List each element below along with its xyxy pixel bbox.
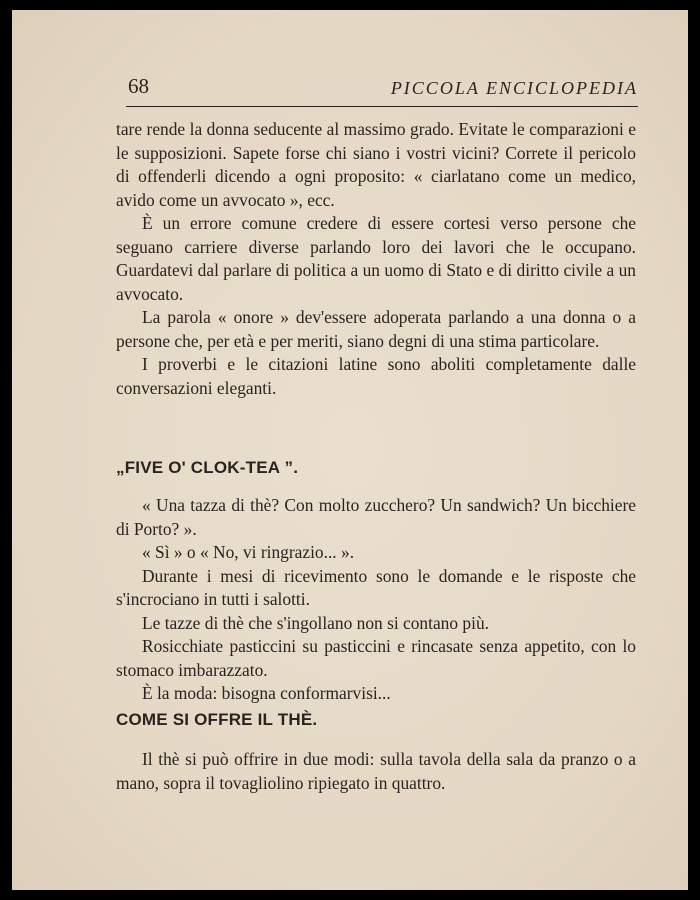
paragraph: « Una tazza di thè? Con molto zucchero? Un sandwich? Un bicchiere di Porto? ». bbox=[116, 495, 636, 539]
book-page bbox=[12, 10, 688, 890]
text-block-five-o-clock-tea bbox=[116, 494, 636, 706]
page-header bbox=[126, 72, 638, 107]
section-heading-five-o-clock-tea: „FIVE O' CLOK-TEA ”. bbox=[116, 458, 299, 477]
paragraph: È la moda: bisogna conformarvisi... bbox=[142, 683, 391, 703]
paragraph: Il thè si può offrire in due modi: sulla tavola della sala da pranzo o a mano, sopra il tovagliolino ripiegato in quattro. bbox=[116, 749, 636, 793]
paragraph: Le tazze di thè che s'ingollano non si contano più. bbox=[142, 612, 489, 633]
text-block-etiquette bbox=[116, 118, 636, 400]
paragraph: tare rende la donna seducente al massimo grado. Evitate le comparazioni e le supposizioni. Sapete forse chi siano i vostri vicini? Correte il pericolo di offenderli dicendo a ogni proposito: « ciarlatano come un medico, avido come un avvocato », ecc. bbox=[116, 119, 636, 210]
paragraph: La parola « onore » dev'essere adoperata parlando a una donna o a persone che, per età e per meriti, siano degni di una stima particolare. bbox=[116, 307, 636, 351]
section-heading-come-si-offre-il-the: COME SI OFFRE IL THÈ. bbox=[116, 710, 318, 729]
text-block-come-si-offre bbox=[116, 748, 636, 795]
paragraph: Durante i mesi di ricevimento sono le domande e le risposte che s'incrociano in tutti i salotti. bbox=[116, 565, 636, 609]
paragraph: I proverbi e le citazioni latine sono aboliti completamente dalle conversazioni eleganti. bbox=[116, 354, 636, 398]
paragraph: « Sì » o « No, vi ringrazio... ». bbox=[142, 542, 355, 562]
paragraph: È un errore comune credere di essere cortesi verso persone che seguano carriere diverse parlando loro dei lavori che le occupano. Guardatevi dal parlare di politica a un uomo di Stato e di diritto civile a un avvocato. bbox=[116, 213, 636, 304]
running-title: PICCOLA ENCICLOPEDIA bbox=[390, 78, 638, 98]
page-number: 68 bbox=[128, 74, 149, 98]
paragraph: Rosicchiate pasticcini su pasticcini e rincasate senza appetito, con lo stomaco imbarazzato. bbox=[116, 636, 636, 680]
